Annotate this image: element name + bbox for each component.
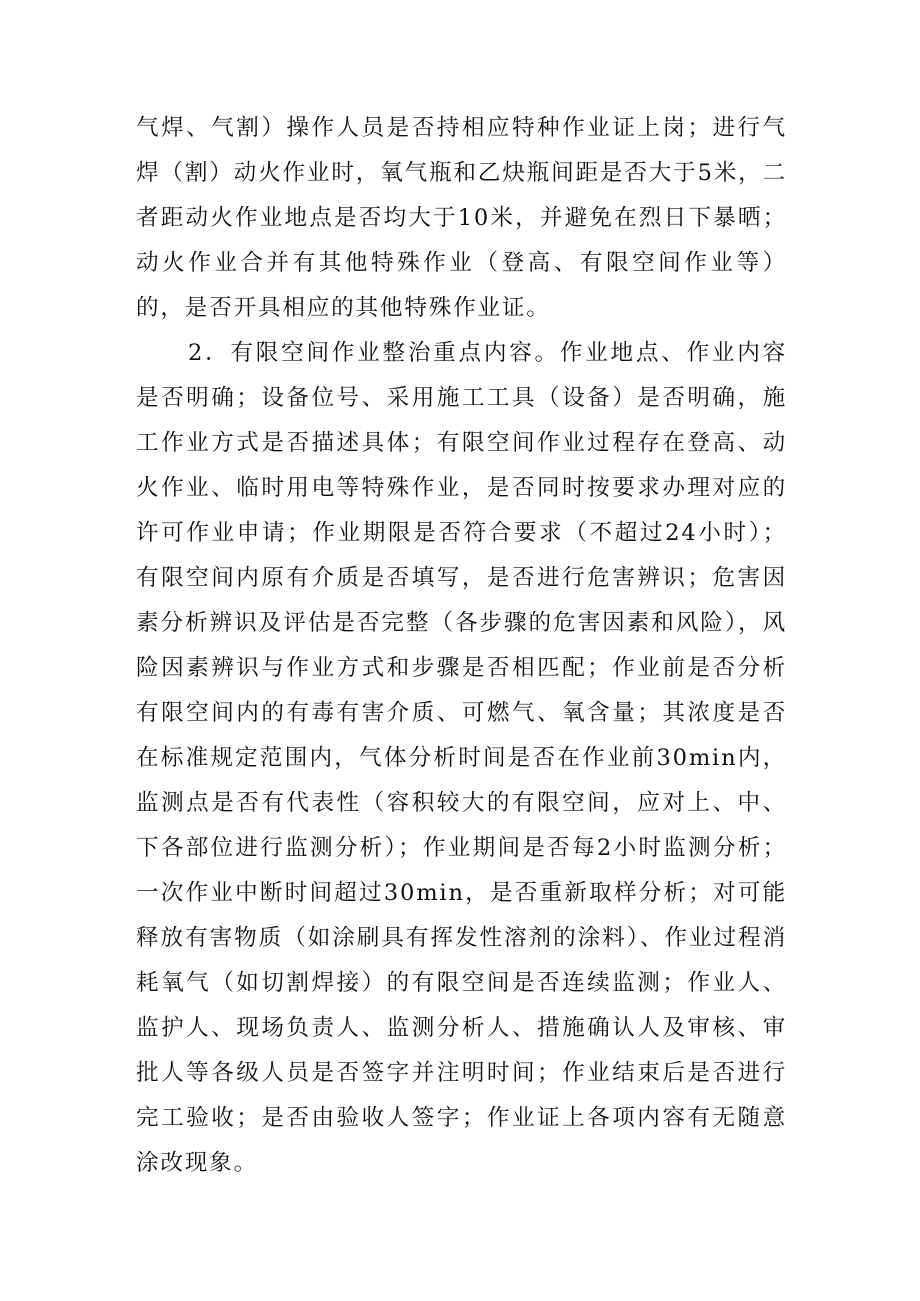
document-page xyxy=(136,106,787,1186)
paragraph-hot-work-continuation: 气焊、气割）操作人员是否持相应特种作业证上岗；进行气焊（割）动火作业时，氧气瓶和乙炔瓶间距是否大于5米，二者距动火作业地点是否均大于10米，并避免在烈日下暴晒；动火作业合并有其他特殊作业（登高、有限空间作业等）的，是否开具相应的其他特殊作业证。 xyxy=(136,115,787,321)
paragraph-confined-space-rectification: 2．有限空间作业整治重点内容。作业地点、作业内容是否明确；设备位号、采用施工工具（设备）是否明确，施工作业方式是否描述具体；有限空间作业过程存在登高、动火作业、临时用电等特殊作业，是否同时按要求办理对应的许可作业申请；作业期限是否符合要求（不超过24小时）；有限空间内原有介质是否填写，是否进行危害辨识；危害因素分析辨识及评估是否完整（各步骤的危害因素和风险），风险因素辨识与作业方式和步骤是否相匹配；作业前是否分析有限空间内的有毒有害介质、可燃气、氧含量；其浓度是否在标准规定范围内，气体分析时间是否在作业前30min内，监测点是否有代表性（容积较大的有限空间，应对上、中、下各部位进行监测分析）；作业期间是否每2小时监测分析；一次作业中断时间超过30min，是否重新取样分析；对可能释放有害物质（如涂刷具有挥发性溶剂的涂料）、作业过程消耗氧气（如切割焊接）的有限空间是否连续监测；作业人、监护人、现场负责人、监测分析人、措施确认人及审核、审批人等各级人员是否签字并注明时间；作业结束后是否进行完工验收；是否由验收人签字；作业证上各项内容有无随意涂改现象。 xyxy=(136,340,787,1176)
